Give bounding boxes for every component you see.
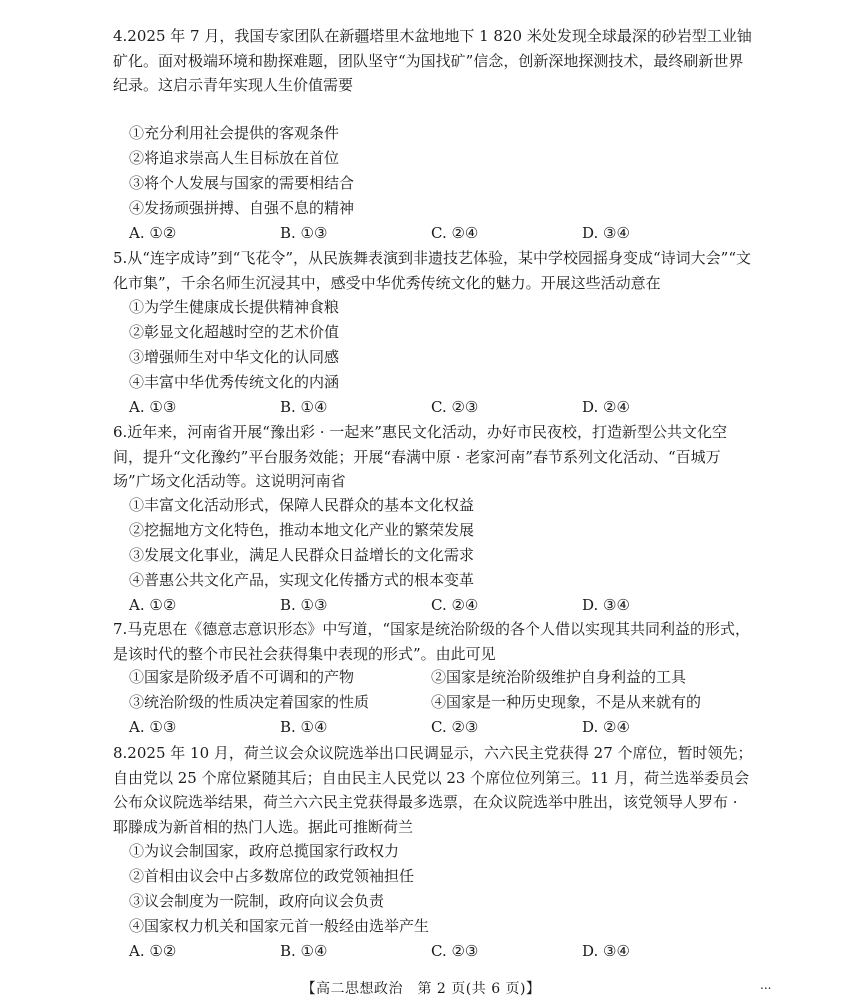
question-4-option-1: ①充分利用社会提供的客观条件 [129, 124, 340, 142]
question-4-answer-d: D. ③④ [582, 224, 630, 242]
question-7-answer-a: A. ①③ [129, 718, 177, 736]
corner-mark: ... [760, 978, 772, 992]
question-7-option-2: ②国家是统治阶级维护自身利益的工具 [431, 668, 687, 686]
question-6-answer-d: D. ③④ [582, 596, 630, 614]
question-8-answer-d: D. ③④ [582, 942, 630, 960]
question-5-answer-d: D. ②④ [582, 398, 630, 416]
question-5-answer-b: B. ①④ [280, 398, 328, 416]
question-4-answer-a: A. ①② [129, 224, 177, 242]
question-5-option-4: ④丰富中华优秀传统文化的内涵 [129, 373, 340, 391]
question-7-option-3: ③统治阶级的性质决定着国家的性质 [129, 693, 370, 711]
question-6-answer-b: B. ①③ [280, 596, 328, 614]
question-4-option-4: ④发扬顽强拼搏、自强不息的精神 [129, 199, 355, 217]
question-4-option-2: ②将追求崇高人生目标放在首位 [129, 149, 340, 167]
page-footer: 【高二思想政治 第 2 页(共 6 页)】 [301, 981, 541, 997]
question-4-stem: 4.2025 年 7 月，我国专家团队在新疆塔里木盆地地下 1 820 米处发现全球最深的砂岩型工业铀矿化。面对极端环境和勘探难题，团队坚守“为国找矿”信念，创新深地探测技术，最终刷新世界纪录。这启示青年实现人生价值需要 [113, 27, 752, 94]
question-5-answer-c: C. ②③ [431, 398, 479, 416]
question-4-answer-c: C. ②④ [431, 224, 479, 242]
question-8-answer-b: B. ①④ [280, 942, 328, 960]
question-8-option-1: ①为议会制国家，政府总揽国家行政权力 [129, 842, 400, 860]
question-8-stem: 8.2025 年 10 月，荷兰议会众议院选举出口民调显示，六六民主党获得 27 个席位，暂时领先；自由党以 25 个席位紧随其后；自由民主人民党以 23 个席位位列第三。11 月，荷兰选举委员会公布众议院选举结果，荷兰六六民主党获得最多选票，在众议院选举中胜出，该党领导人罗布 · 耶滕成为新首相的热门人选。据此可推断荷兰 [113, 744, 753, 836]
question-5-answer-a: A. ①③ [129, 398, 177, 416]
question-6-option-1: ①丰富文化活动形式，保障人民群众的基本文化权益 [129, 496, 475, 514]
question-8-option-4: ④国家权力机关和国家元首一般经由选举产生 [129, 917, 430, 935]
question-6-option-2: ②挖掘地方文化特色，推动本地文化产业的繁荣发展 [129, 521, 475, 539]
question-5-option-2: ②彰显文化超越时空的艺术价值 [129, 323, 340, 341]
question-4-option-3: ③将个人发展与国家的需要相结合 [129, 174, 355, 192]
question-8-option-3: ③议会制度为一院制，政府向议会负责 [129, 892, 385, 910]
question-8-option-2: ②首相由议会中占多数席位的政党领袖担任 [129, 867, 415, 885]
question-7-stem: 7.马克思在《德意志意识形态》中写道，“国家是统治阶级的各个人借以实现其共同利益的形式，是该时代的整个市民社会获得集中表现的形式”。由此可见 [113, 620, 750, 663]
question-7-option-4: ④国家是一种历史现象，不是从来就有的 [431, 693, 702, 711]
question-5-stem: 5.从“连字成诗”到“飞花令”，从民族舞表演到非遗技艺体验，某中学校园摇身变成“诗词大会”“文化市集”，千余名师生沉浸其中，感受中华优秀传统文化的魅力。开展这些活动意在 [113, 249, 751, 292]
question-6-option-4: ④普惠公共文化产品，实现文化传播方式的根本变革 [129, 571, 475, 589]
question-6-answer-c: C. ②④ [431, 596, 479, 614]
question-8-answer-a: A. ①② [129, 942, 177, 960]
question-8-answer-c: C. ②③ [431, 942, 479, 960]
question-4-answer-b: B. ①③ [280, 224, 328, 242]
question-5-option-3: ③增强师生对中华文化的认同感 [129, 348, 340, 366]
question-6-answer-a: A. ①② [129, 596, 177, 614]
question-5-option-1: ①为学生健康成长提供精神食粮 [129, 298, 340, 316]
question-7-answer-c: C. ②③ [431, 718, 479, 736]
question-6-option-3: ③发展文化事业，满足人民群众日益增长的文化需求 [129, 546, 475, 564]
question-6-stem: 6.近年来，河南省开展“豫出彩 · 一起来”惠民文化活动，办好市民夜校，打造新型公共文化空间，提升“文化豫约”平台服务效能；开展“春满中原 · 老家河南”春节系列文化活动、“百城万场”广场文化活动等。这说明河南省 [113, 423, 727, 490]
question-7-answer-d: D. ②④ [582, 718, 630, 736]
question-7-answer-b: B. ①④ [280, 718, 328, 736]
question-7-option-1: ①国家是阶级矛盾不可调和的产物 [129, 668, 355, 686]
